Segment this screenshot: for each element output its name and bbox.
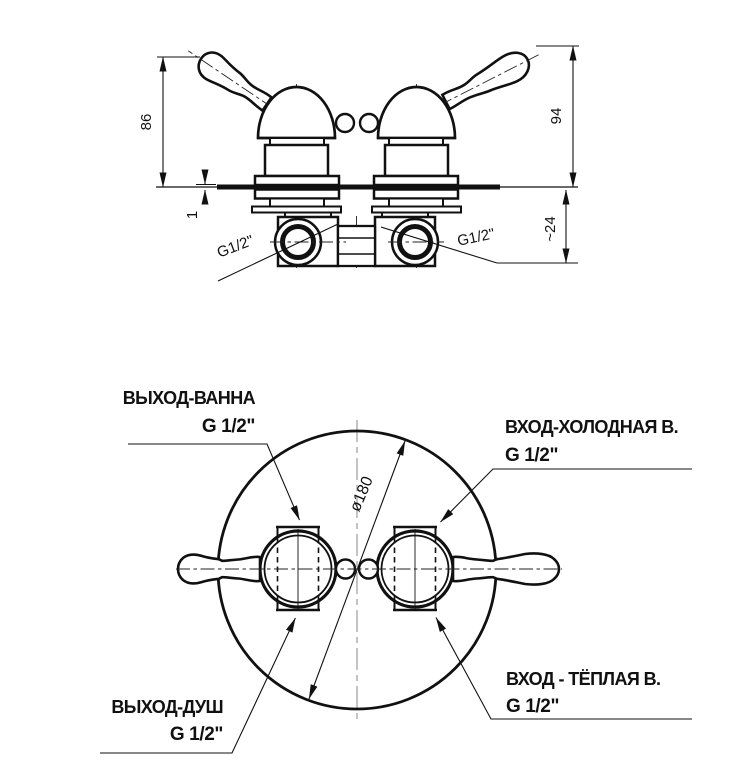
dim-depth bbox=[497, 190, 578, 263]
callout-inlet-warm bbox=[436, 618, 692, 720]
callout-outlet-bath bbox=[123, 388, 300, 520]
right-lever-side bbox=[432, 41, 546, 118]
right-valve-front bbox=[377, 527, 453, 610]
wall-plate bbox=[217, 185, 500, 190]
dim-depth-label: ~24 bbox=[542, 216, 559, 242]
dim-plate-thickness bbox=[184, 170, 216, 219]
dim-diameter-label: ø180 bbox=[346, 474, 377, 515]
thread-right-label: G1/2" bbox=[455, 225, 497, 250]
callout-inlet-warm-line1: ВХОД - ТЁПЛАЯ В. bbox=[506, 669, 661, 689]
dim-height-left bbox=[138, 57, 200, 187]
left-valve-front bbox=[260, 527, 336, 610]
callout-inlet-cold-line1: ВХОД-ХОЛОДНАЯ В. bbox=[505, 417, 679, 437]
callout-outlet-bath-line1: ВЫХОД-ВАННА bbox=[122, 388, 255, 408]
callout-outlet-bath-line2: G 1/2" bbox=[201, 416, 255, 437]
callout-outlet-shower-line2: G 1/2" bbox=[169, 724, 223, 745]
thread-left-label: G1/2" bbox=[214, 232, 257, 262]
front-view bbox=[100, 388, 692, 753]
dim-height-right-label: 94 bbox=[548, 107, 565, 125]
left-knob-side bbox=[336, 114, 354, 132]
side-view bbox=[138, 39, 579, 281]
callout-inlet-cold bbox=[441, 417, 693, 522]
dim-height-left-label: 86 bbox=[138, 113, 155, 131]
dim-plate-thickness-label: 1 bbox=[184, 210, 201, 220]
callout-outlet-shower bbox=[100, 618, 295, 753]
dim-height-right bbox=[536, 46, 579, 187]
callout-outlet-shower-line1: ВЫХОД-ДУШ bbox=[111, 697, 223, 717]
middle-connector bbox=[338, 226, 375, 266]
callout-inlet-warm-line2: G 1/2" bbox=[506, 696, 560, 717]
callout-inlet-cold-line2: G 1/2" bbox=[505, 445, 559, 466]
right-knob-side bbox=[360, 114, 378, 132]
